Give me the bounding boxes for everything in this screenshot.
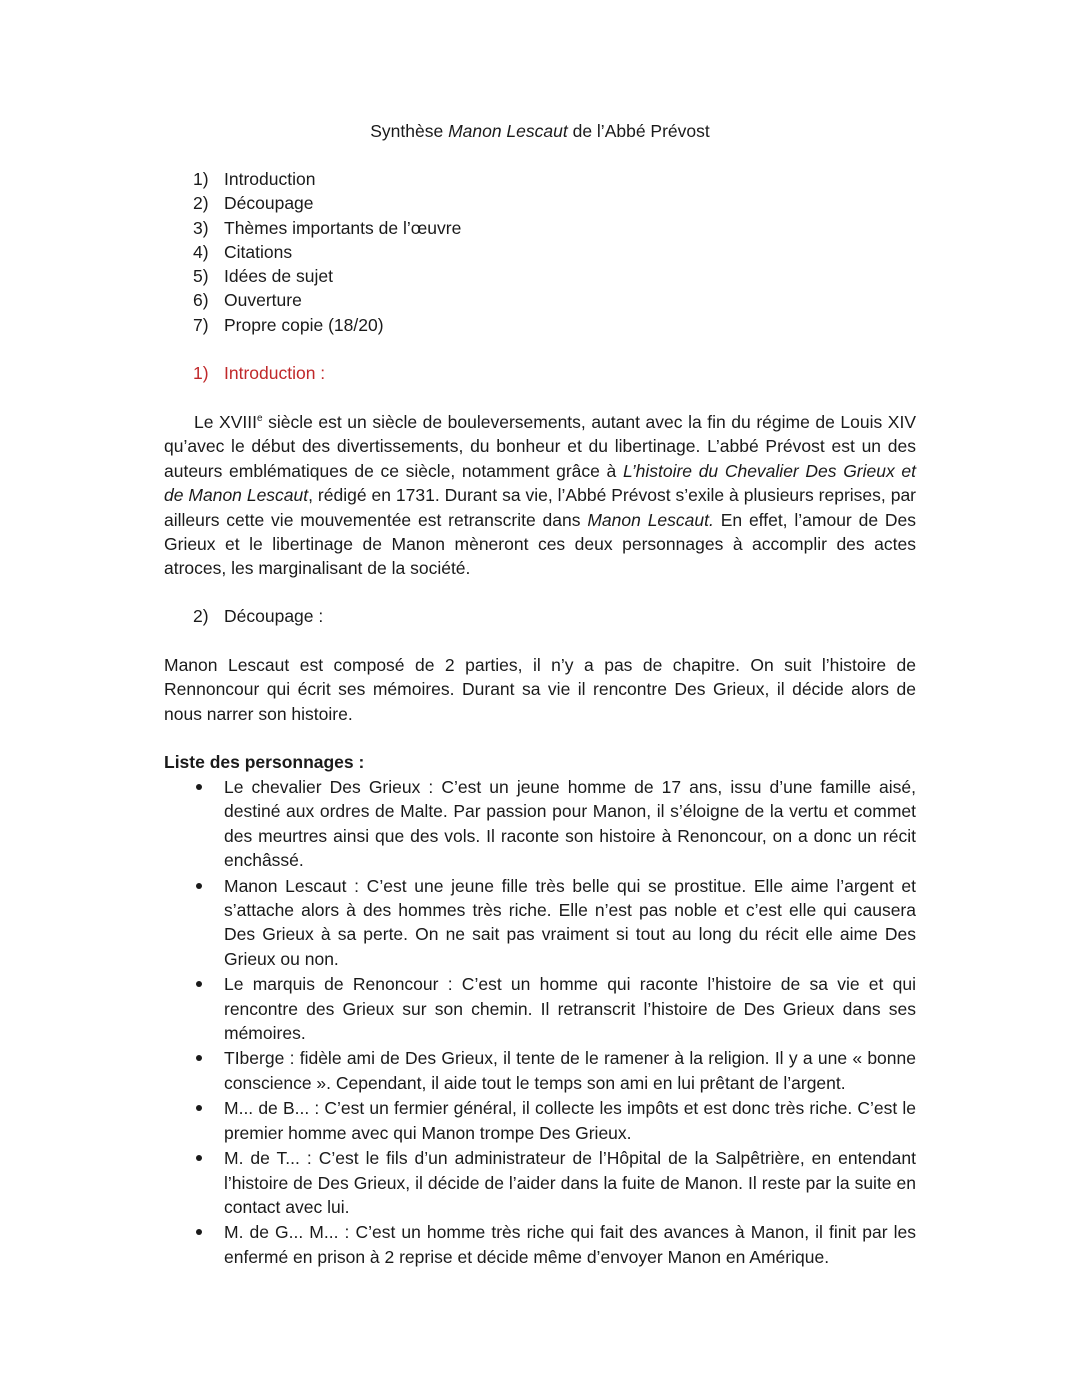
toc-item-label: Ouverture <box>224 290 302 311</box>
title-prefix: Synthèse <box>370 121 449 141</box>
intro-text: , rédigé en 1731. Durant sa vie, l’Abbé Prévost s’exile à plusieurs reprises, par ailleurs cette vie mouvementée est retranscrite dans <box>164 485 917 530</box>
section-number: 1) <box>193 363 209 383</box>
character-text: M. de G... M... : C’est un homme très riche qui fait des avances à Manon, il finit par les enfermé en prison à 2 reprise et décide même d’envoyer Manon en Amérique. <box>224 1222 916 1267</box>
section-heading-text: Découpage : <box>224 606 324 626</box>
bullet-icon <box>196 883 202 889</box>
title-italic: Manon Lescaut <box>448 121 568 141</box>
character-text: TIberge : fidèle ami de Des Grieux, il tente de le ramener à la religion. Il y a une « bonne conscience ». Cependant, il aide tout le temps son ami en lui prêtant de l’argent. <box>224 1048 916 1093</box>
toc-item <box>193 191 461 215</box>
toc-item-number: 3) <box>193 217 209 238</box>
toc-item <box>193 216 461 240</box>
section-heading-introduction <box>193 361 325 385</box>
character-item <box>193 775 916 873</box>
bullet-icon <box>196 1055 202 1061</box>
toc-item-number: 6) <box>193 290 209 311</box>
toc-item-label: Thèmes importants de l’œuvre <box>224 217 462 238</box>
toc-item <box>193 288 461 312</box>
toc-item <box>193 264 461 288</box>
bullet-icon <box>196 1155 202 1161</box>
character-text: Le marquis de Renoncour : C’est un homme qui raconte l’histoire de sa vie et qui rencontre des Grieux sur son chemin. Il retranscrit l’histoire de Des Grieux dans ses mémoires. <box>224 974 916 1044</box>
character-item <box>193 1220 916 1269</box>
book-title-italic: Manon Lescaut. <box>587 509 714 530</box>
book-title-italic: L’histoire du Chevalier Des Grieux et de Manon Lescaut <box>164 460 917 506</box>
character-text: Manon Lescaut : C’est une jeune fille très belle qui se prostitue. Elle aime l’argent et s’attache alors à des hommes très riche. Elle n’est pas noble et c’est elle qui causera Des Grieux à sa perte. On ne sait pas vraiment si tout au long du récit elle aime Des Grieux ou non. <box>224 875 916 969</box>
character-text: Le chevalier Des Grieux : C’est un jeune homme de 17 ans, issu d’une famille aisé, destiné aux ordres de Malte. Par passion pour Manon, il s’éloigne de la vertu et commet des meurtres ainsi que des vols. Il raconte son histoire à Renoncour, on a donc un récit enchâssé. <box>224 777 916 871</box>
toc-item <box>193 313 461 337</box>
toc-item-number: 7) <box>193 314 209 335</box>
section-number: 2) <box>193 606 209 626</box>
character-text: M... de B... : C’est un fermier général, il collecte les impôts et est donc très riche. C’est le premier homme avec qui Manon trompe Des Grieux. <box>224 1098 916 1143</box>
character-item <box>193 1046 916 1095</box>
title-suffix: de l’Abbé Prévost <box>567 121 710 141</box>
toc-item <box>193 240 461 264</box>
intro-text: siècle est un siècle de bouleversements, autant avec la fin du régime de Louis XIV qu’avec le début des divertissements, du bonheur et du libertinage. L’abbé Prévost est un des auteurs emblématiques de ce siècle, notamment grâce à <box>164 412 916 481</box>
table-of-contents <box>193 167 461 337</box>
character-item <box>193 874 916 972</box>
toc-item-label: Propre copie (18/20) <box>224 314 384 335</box>
toc-item-number: 4) <box>193 241 209 262</box>
section-heading-text: Introduction : <box>224 363 326 383</box>
toc-item-number: 5) <box>193 266 209 287</box>
bullet-icon <box>196 981 202 987</box>
toc-item-label: Découpage <box>224 193 314 214</box>
document-title <box>0 119 1080 143</box>
intro-text: Le XVIII <box>194 412 257 432</box>
toc-item-label: Idées de sujet <box>224 266 333 287</box>
intro-text: En effet, l’amour de Des Grieux et le libertinage de Manon mèneront ces deux personnages à accomplir des actes atroces, les marginalisant de la société. <box>164 509 917 579</box>
characters-list-label: Liste des personnages : <box>164 752 365 772</box>
toc-item-label: Citations <box>224 241 293 262</box>
toc-item-number: 1) <box>193 169 209 189</box>
bullet-icon <box>196 784 202 790</box>
toc-item-label: Introduction <box>224 169 316 189</box>
toc-item <box>193 167 461 191</box>
decoupage-paragraph: Manon Lescaut est composé de 2 parties, il n’y a pas de chapitre. On suit l’histoire de Rennoncour qui écrit ses mémoires. Durant sa vie il rencontre Des Grieux, il décide alors de nous narrer son histoire. <box>164 655 916 724</box>
bullet-icon <box>196 1229 202 1235</box>
character-item <box>193 1096 916 1145</box>
bullet-icon <box>196 1105 202 1111</box>
character-item <box>193 972 916 1045</box>
character-item <box>193 1146 916 1219</box>
toc-item-number: 2) <box>193 193 209 214</box>
characters-list <box>193 775 916 1270</box>
century-superscript: e <box>256 413 263 425</box>
section-heading-decoupage <box>193 604 323 628</box>
introduction-paragraph <box>164 410 916 581</box>
character-text: M. de T... : C’est le fils d’un administrateur de l’Hôpital de la Salpêtrière, en entendant l’histoire de Des Grieux, il décide de l’aider dans la fuite de Manon. Il reste par la suite en contact avec lui. <box>224 1148 916 1217</box>
